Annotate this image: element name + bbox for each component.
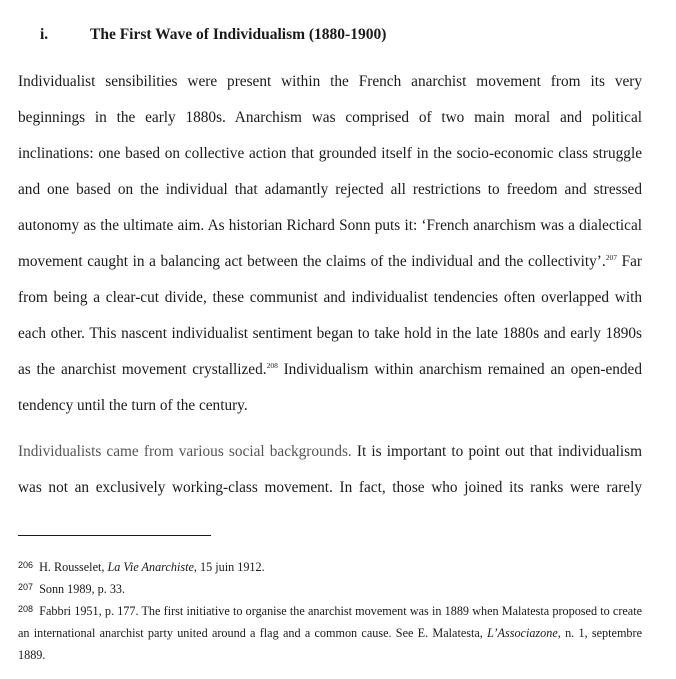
footnote-text: H. Rousselet, <box>36 560 108 574</box>
paragraph-1-text-c: Individualism within anarchism remained an open-ended tendency until the turn of the century. <box>18 361 643 414</box>
footnote-mark: 208 <box>18 604 34 614</box>
footnote-separator <box>18 535 211 536</box>
paragraph-2-lead: Individualists came from various social backgrounds. <box>18 443 352 460</box>
paragraph-1-text-b: Far from being a clear-cut divide, these communist and individualist tendencies often overlapped with each other. This nascent individualist sentiment began to take hold in the late 1880s and early 1890s as the anarchist movement crystallized. <box>18 253 642 378</box>
section-title: The First Wave of Individualism (1880-1900) <box>90 26 387 43</box>
section-heading <box>40 26 386 44</box>
paragraph-2-text: It is important to point out that individualism was not an exclusively working-class movement. In fact, those who joined its ranks were rarely <box>18 443 642 496</box>
section-number: i. <box>40 26 49 43</box>
footnote-mark: 206 <box>18 560 34 570</box>
footnote-text-end: , 15 juin 1912. <box>193 560 265 574</box>
paragraph-1-text-a: Individualist sensibilities were present within the French anarchist movement from its very beginnings in the early 1880s. Anarchism was comprised of two main moral and political inclinations: one based on collective action that grounded itself in the socio-economic class struggle and one based on the individual that adamantly rejected all restrictions to freedom and stressed autonomy as the ultimate aim. As historian Richard Sonn puts it: ‘French anarchism was a dialectical movement caught in a balancing act between the claims of the individual and the collectivity’. <box>18 73 642 270</box>
footnote-206 <box>18 554 642 578</box>
footnote-208 <box>18 598 642 666</box>
body-paragraph-1 <box>18 64 642 424</box>
footnote-ref-208[interactable]: 208 <box>266 361 278 370</box>
footnote-mark: 207 <box>18 582 34 592</box>
footnote-text: Sonn 1989, p. 33. <box>36 582 126 596</box>
body-paragraph-2 <box>18 434 642 542</box>
footnote-title: La Vie Anarchiste <box>107 560 194 574</box>
footnote-text: Fabbri 1951, p. 177. The first initiative to organise the anarchist movement was in 1889 when Malatesta proposed to create an international anarchist party united around a flag and a common cause. See E. Malatesta, <box>18 604 642 640</box>
footnote-207 <box>18 576 642 600</box>
footnote-ref-207[interactable]: 207 <box>605 253 617 262</box>
footnote-title: L’Associazone <box>487 626 558 640</box>
footnote-text-end: , n. 1, septembre 1889. <box>18 626 642 662</box>
